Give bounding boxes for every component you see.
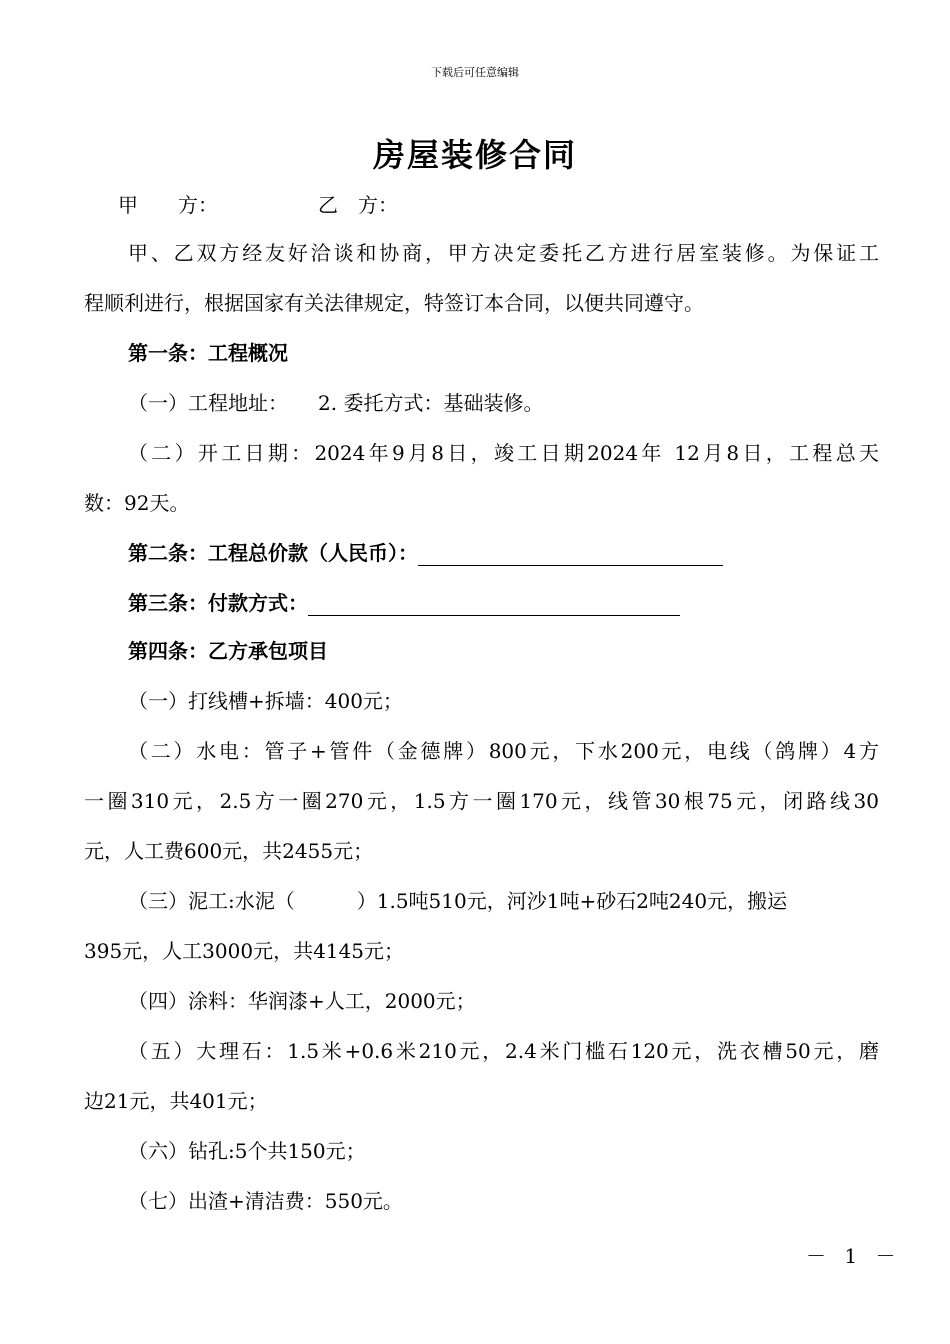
article-4-item-5-line-2: 边21元，共401元； bbox=[84, 1089, 268, 1113]
article-2-heading: 第二条：工程总价款（人民币）： bbox=[128, 541, 418, 565]
article-1-item-2-line-2: 数：92天。 bbox=[84, 491, 190, 515]
cement-detail: ）1.5吨510元，河沙1吨+砂石2吨240元，搬运 bbox=[356, 889, 788, 913]
article-4-item-4: （四）涂料：华润漆+人工，2000元； bbox=[128, 989, 476, 1013]
article-1-heading: 第一条：工程概况 bbox=[128, 341, 288, 365]
page-number: － 1 － bbox=[806, 1244, 902, 1268]
work-address-label: （一）工程地址： bbox=[128, 391, 288, 415]
document-title: 房屋装修合同 bbox=[372, 136, 577, 174]
article-4-item-2-line-1: （二）水电：管子+管件（金德牌）800元，下水200元，电线（鸽牌）4方 bbox=[128, 739, 879, 763]
article-4-item-7: （七）出渣+清洁费：550元。 bbox=[128, 1189, 403, 1213]
article-4-item-3-line-1 bbox=[128, 888, 879, 914]
cement-label: （三）泥工:水泥（ bbox=[128, 889, 295, 913]
article-4-heading: 第四条：乙方承包项目 bbox=[128, 639, 328, 663]
total-price-blank bbox=[418, 543, 723, 566]
article-4-item-6: （六）钻孔:5个共150元； bbox=[128, 1139, 366, 1163]
intro-line-2: 程顺利进行，根据国家有关法律规定，特签订本合同，以便共同遵守。 bbox=[84, 291, 704, 315]
article-4-item-1: （一）打线槽+拆墙：400元； bbox=[128, 689, 403, 713]
header-note: 下载后可任意编辑 bbox=[431, 66, 519, 79]
article-4-item-3-line-2: 395元，人工3000元，共4145元； bbox=[84, 939, 404, 963]
payment-method-blank bbox=[308, 593, 680, 616]
article-2-line bbox=[128, 540, 879, 566]
party-b-label: 乙 方： bbox=[318, 193, 398, 217]
entrust-method-label: 2. 委托方式：基础装修。 bbox=[318, 391, 544, 415]
article-3-heading: 第三条：付款方式： bbox=[128, 591, 308, 615]
article-4-item-2-line-3: 元，人工费600元，共2455元； bbox=[84, 839, 374, 863]
parties-line bbox=[118, 192, 913, 218]
article-4-item-5-line-1: （五）大理石：1.5米+0.6米210元，2.4米门槛石120元，洗衣槽50元，磨 bbox=[128, 1039, 879, 1063]
article-1-item-1 bbox=[128, 390, 879, 416]
intro-line-1: 甲、乙双方经友好洽谈和协商，甲方决定委托乙方进行居室装修。为保证工 bbox=[128, 241, 879, 265]
article-4-item-2-line-2: 一圈310元，2.5方一圈270元，1.5方一圈170元，线管30根75元，闭路线30 bbox=[84, 789, 879, 813]
article-1-item-2-line-1: （二）开工日期：2024年9月8日，竣工日期2024年 12月8日，工程总天 bbox=[128, 441, 879, 465]
party-a-label: 甲 方： bbox=[118, 193, 218, 217]
article-3-line bbox=[128, 590, 879, 616]
